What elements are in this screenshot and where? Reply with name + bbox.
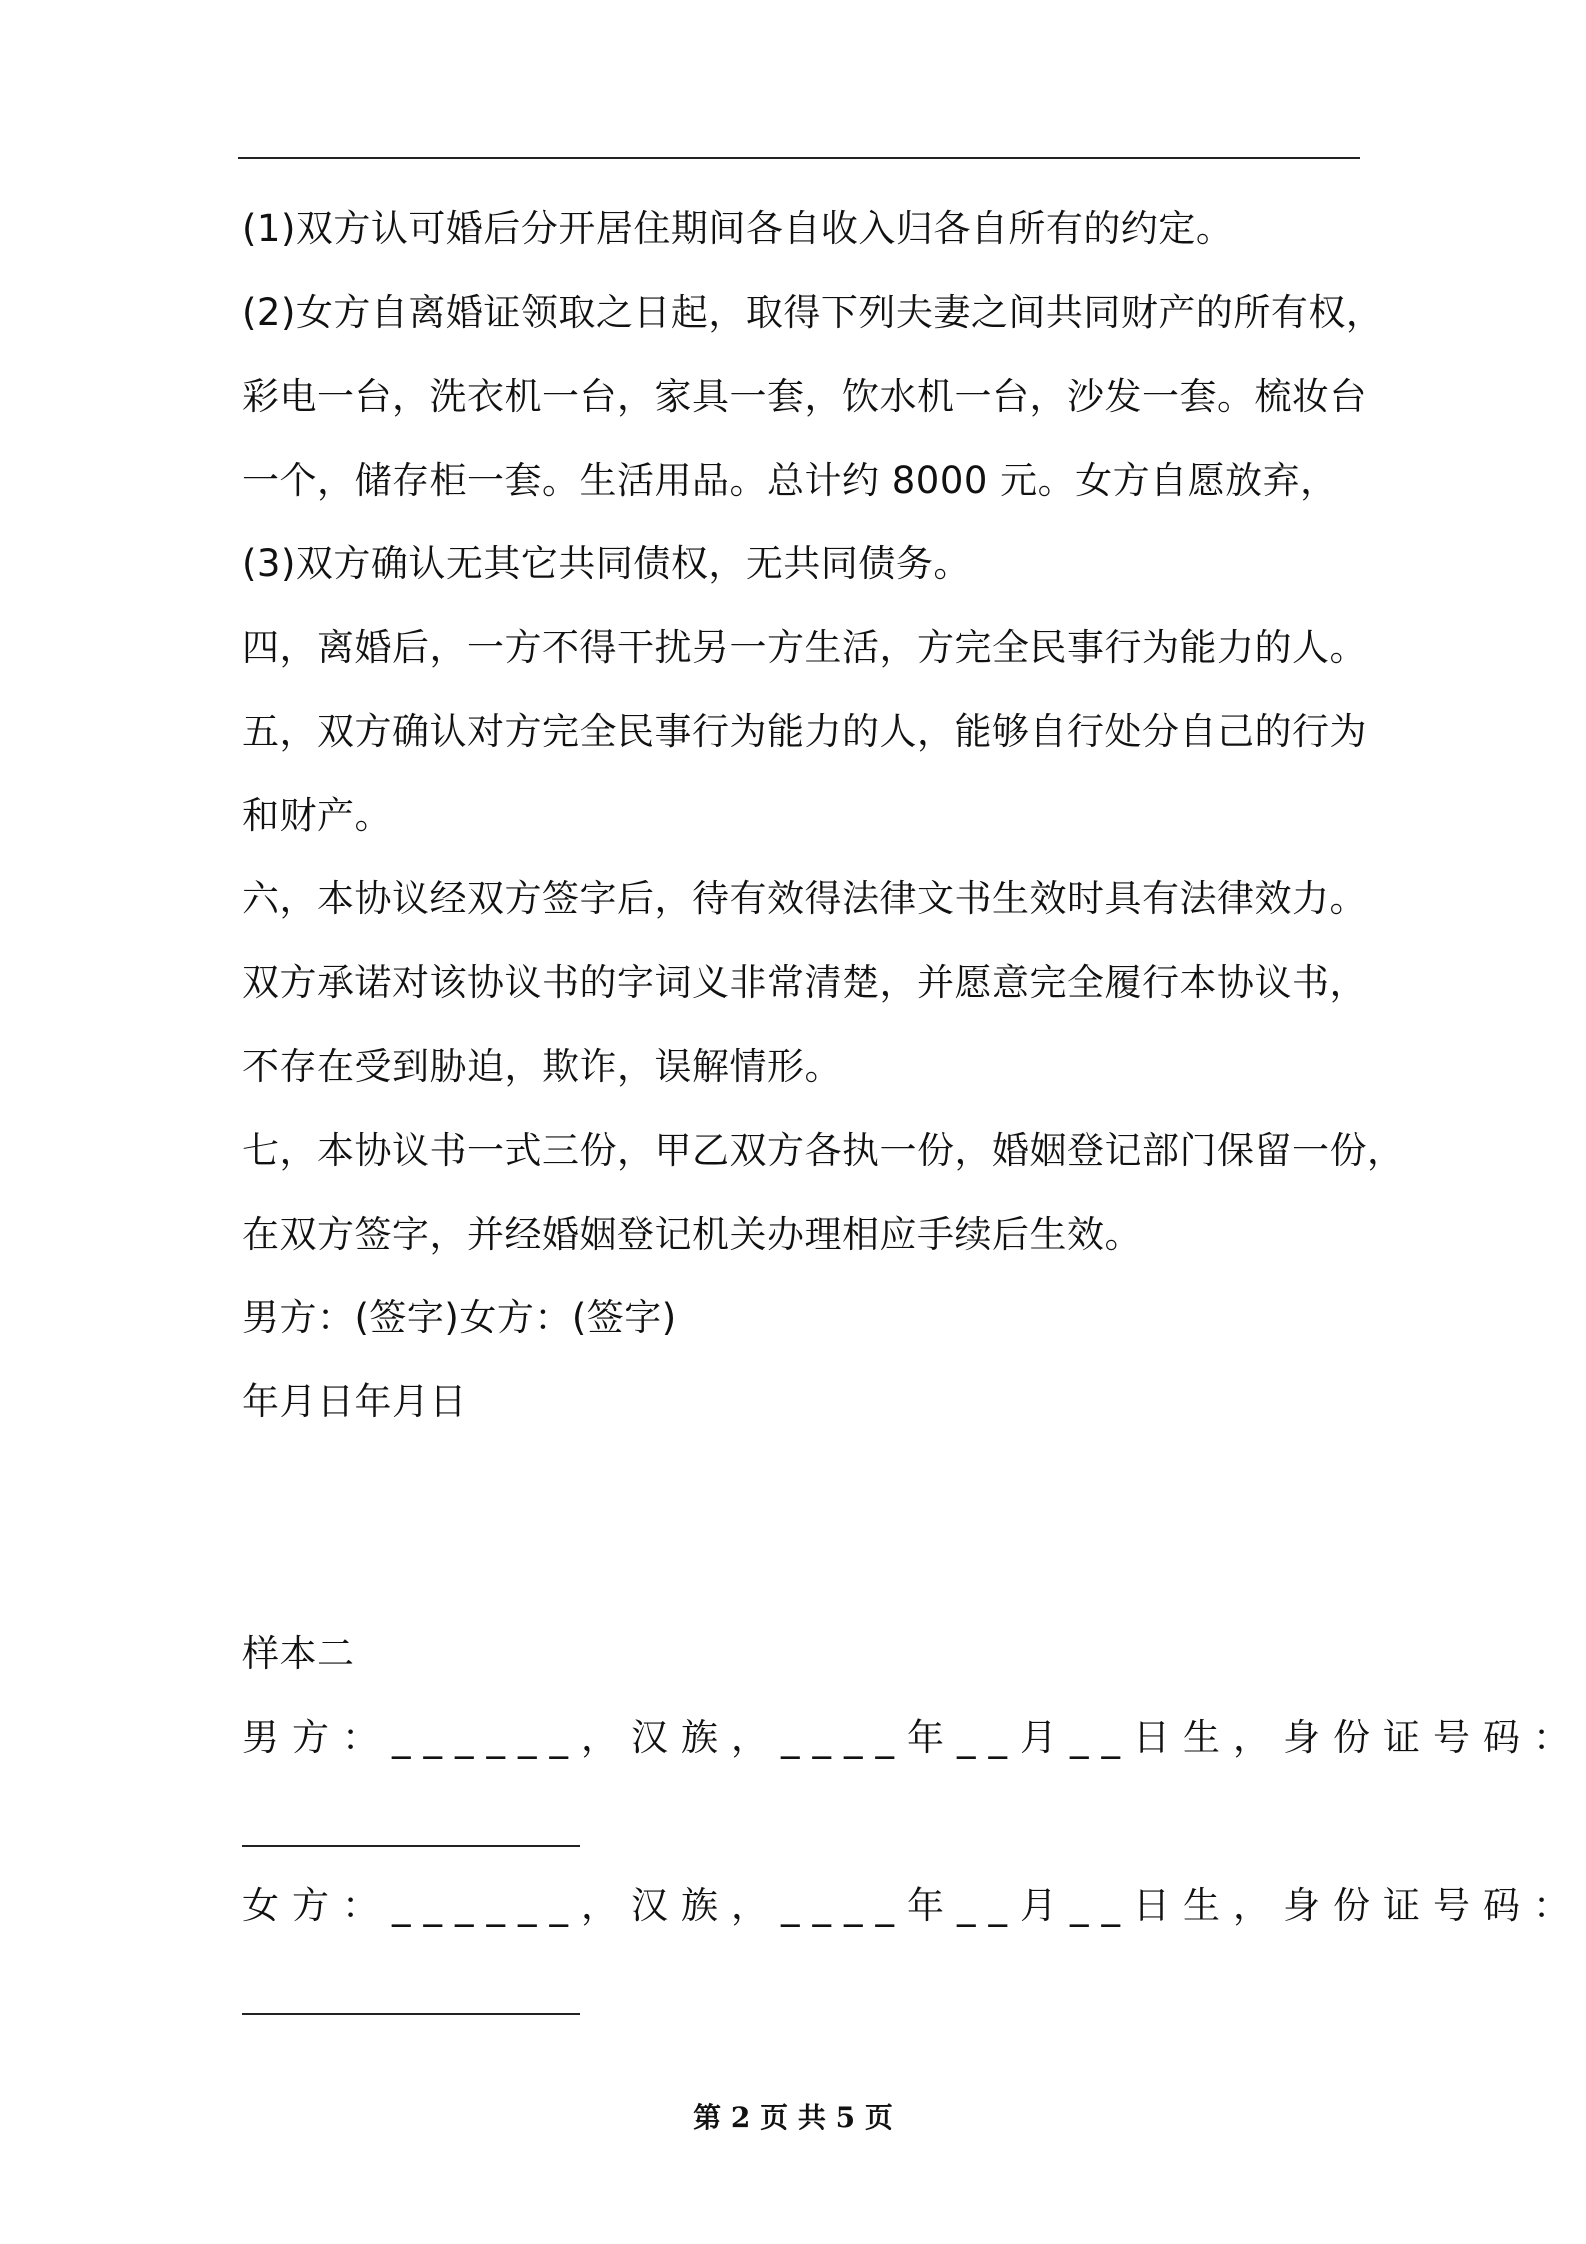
page-number: 第 2 页 共 5 页 xyxy=(693,2101,893,2134)
clause-7-cont: 在双方签字，并经婚姻登记机关办理相应手续后生效。 xyxy=(242,1213,1142,1256)
clause-1-1: (1)双方认可婚后分开居住期间各自收入归各自所有的约定。 xyxy=(242,207,1234,250)
female-party-line: 女方：______，汉族，____年__月__日生，身份证号码： xyxy=(242,1884,1583,1927)
clause-5: 五，双方确认对方完全民事行为能力的人，能够自行处分自己的行为 xyxy=(242,710,1367,753)
clause-5-cont: 和财产。 xyxy=(242,794,392,837)
sample-title: 样本二 xyxy=(242,1632,355,1675)
clause-4: 四，离婚后，一方不得干扰另一方生活，方完全民事行为能力的人。 xyxy=(242,626,1367,669)
female-id-blank xyxy=(242,2013,580,2015)
date-line: 年月日年月日 xyxy=(242,1380,467,1423)
clause-1-2: (2)女方自离婚证领取之日起，取得下列夫妻之间共同财产的所有权， xyxy=(242,291,1384,334)
male-party-line: 男方：______，汉族，____年__月__日生，身份证号码： xyxy=(242,1716,1583,1759)
header-rule xyxy=(238,157,1360,159)
clause-1-2-cont: 一个，储存柜一套。生活用品。总计约 8000 元。女方自愿放弃， xyxy=(242,459,1338,502)
clause-7: 七，本协议书一式三份，甲乙双方各执一份，婚姻登记部门保留一份， xyxy=(242,1129,1405,1172)
clause-6-cont: 双方承诺对该协议书的字词义非常清楚，并愿意完全履行本协议书， xyxy=(242,961,1367,1004)
clause-1-2-cont: 彩电一台，洗衣机一台，家具一套，饮水机一台，沙发一套。梳妆台 xyxy=(242,375,1367,418)
male-id-blank xyxy=(242,1845,580,1847)
clause-6: 六，本协议经双方签字后，待有效得法律文书生效时具有法律效力。 xyxy=(242,877,1367,920)
clause-6-cont: 不存在受到胁迫，欺诈，误解情形。 xyxy=(242,1045,842,1088)
clause-1-3: (3)双方确认无其它共同债权，无共同债务。 xyxy=(242,542,971,585)
signature-line: 男方：(签字)女方：(签字) xyxy=(242,1296,677,1339)
